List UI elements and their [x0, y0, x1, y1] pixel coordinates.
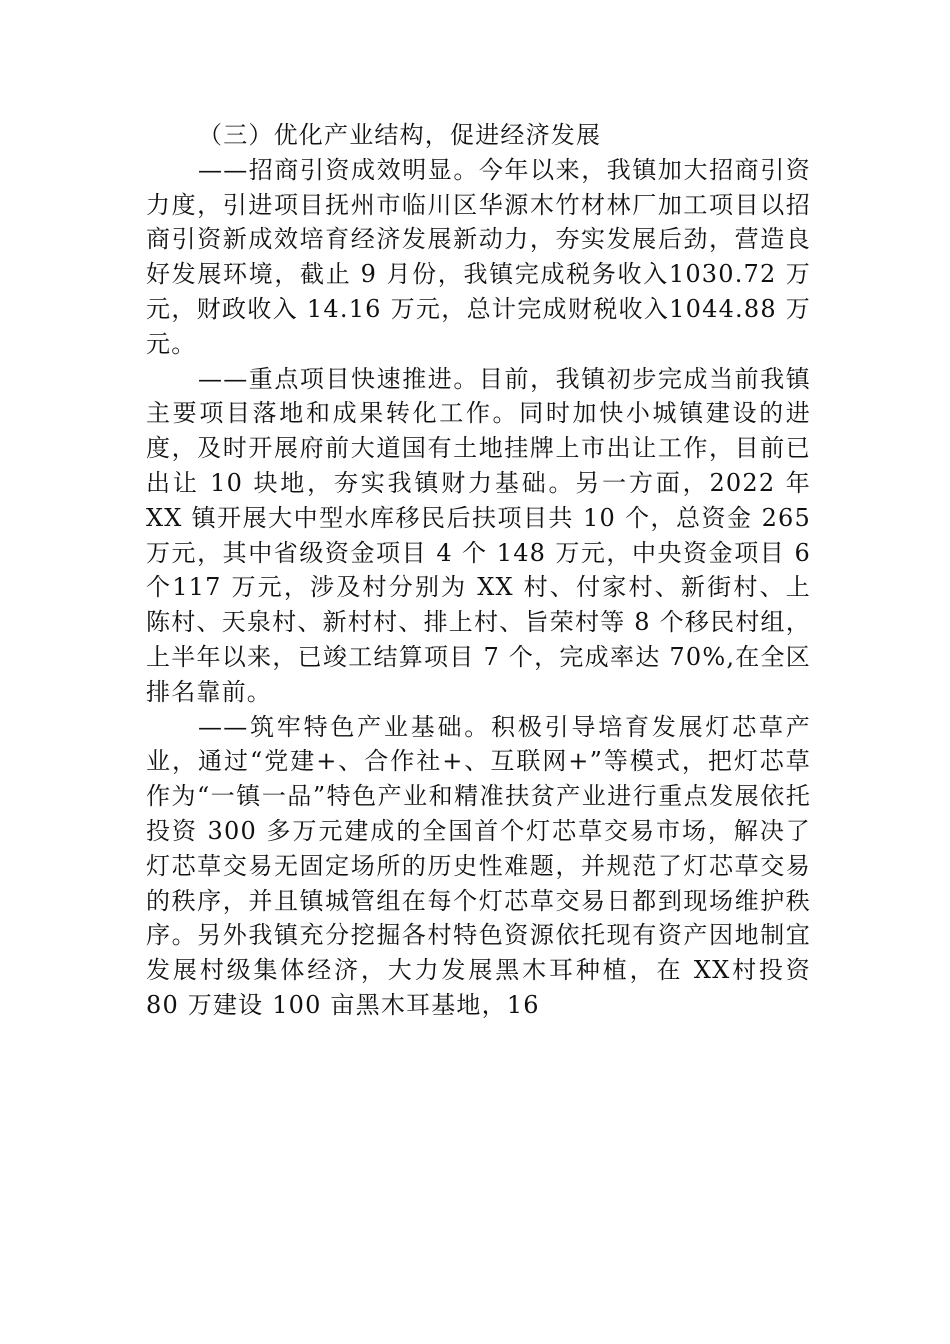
paragraph-investment: ——招商引资成效明显。今年以来，我镇加大招商引资力度，引进项目抚州市临川区华源木竹材林厂加工项目以招商引资新成效培育经济发展新动力，夯实发展后劲，营造良好发展环境，截止 9 月份，我镇完成税务收入1030.72 万元，财政收入 14.16 万元，总计完成财税收入1044.88 万元。 — [146, 155, 811, 358]
document-body — [146, 118, 811, 1023]
paragraph-industry-base: ——筑牢特色产业基础。积极引导培育发展灯芯草产业，通过“党建+、合作社+、互联网+”等模式，把灯芯草作为“一镇一品”特色产业和精准扶贫产业进行重点发展依托投资 300 多万元建成的全国首个灯芯草交易市场，解决了灯芯草交易无固定场所的历史性难题，并规范了灯芯草交易的秩序，并且镇城管组在每个灯芯草交易日都到现场维护秩序。另外我镇充分挖掘各村特色资源依托现有资产因地制宜发展村级集体经济，大力发展黑木耳种植，在 XX村投资 80 万建设 100 亩黑木耳基地，16 — [146, 712, 811, 1019]
paragraph-key-projects: ——重点项目快速推进。目前，我镇初步完成当前我镇主要项目落地和成果转化工作。同时加快小城镇建设的进度，及时开展府前大道国有土地挂牌上市出让工作，目前已出让 10 块地，夯实我镇财力基础。另一方面，2022 年XX 镇开展大中型水库移民后扶项目共 10 个，总资金 265 万元，其中省级资金项目 4 个 148 万元，中央资金项目 6 个117 万元，涉及村分别为 XX 村、付家村、新街村、上陈村、天泉村、新村村、排上村、旨荣村等 8 个移民村组，上半年以来，已竣工结算项目 7 个，完成率达 70%,在全区排名靠前。 — [146, 364, 811, 706]
section-heading: （三）优化产业结构，促进经济发展 — [198, 121, 602, 149]
